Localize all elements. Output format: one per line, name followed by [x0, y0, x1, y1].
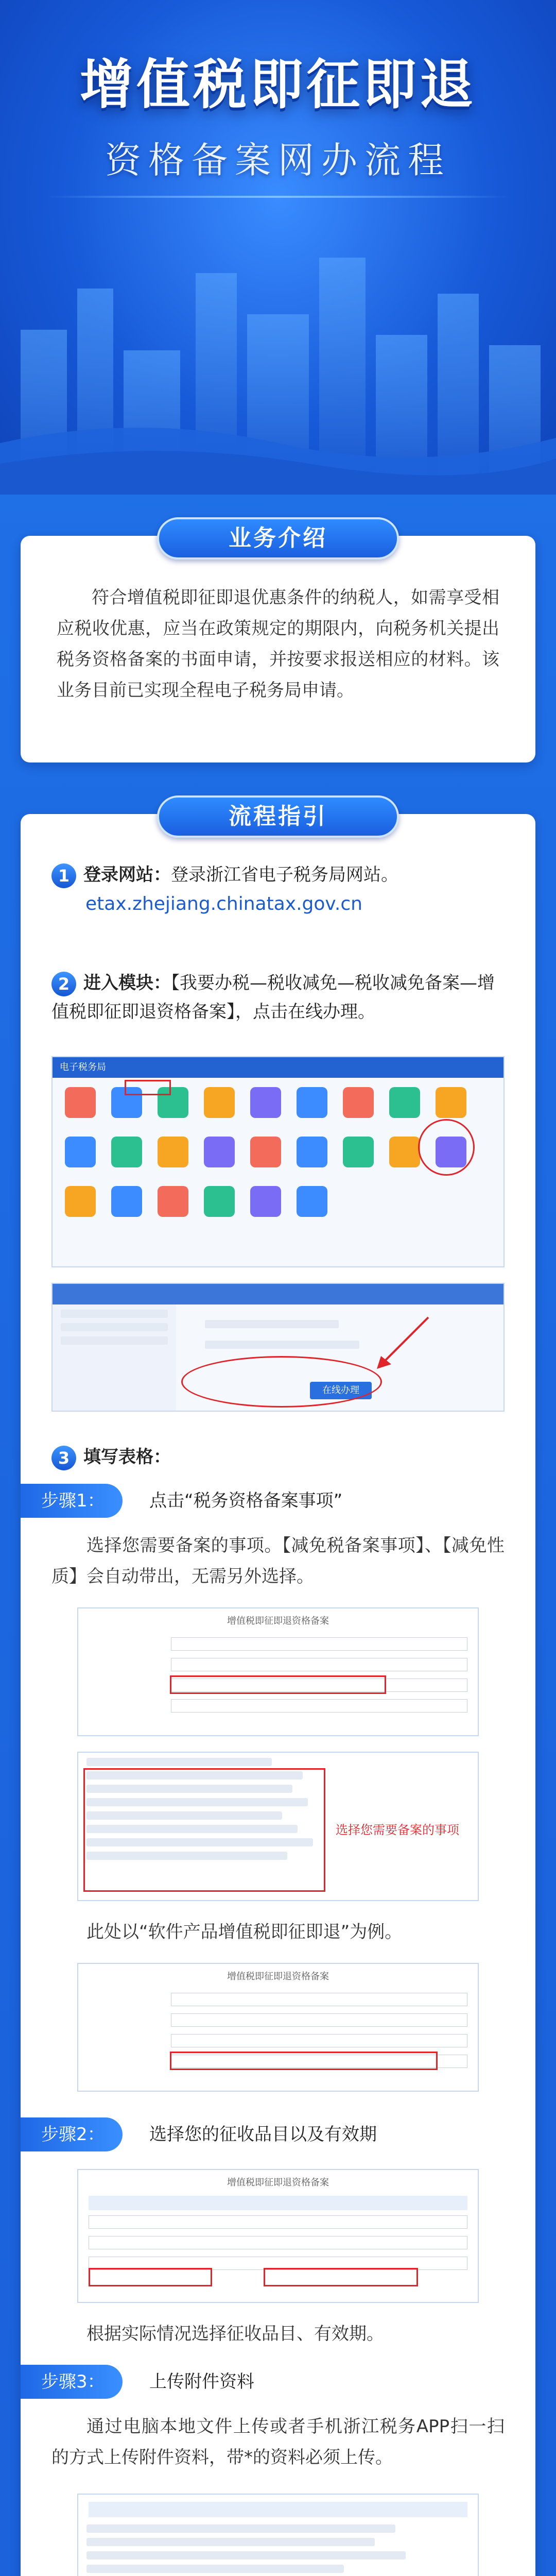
step-1-number: 1 [51, 863, 76, 888]
substep-3-desc: 通过电脑本地文件上传或者手机浙江税务APP扫一扫的方式上传附件资料，带*的资料必须上传。 [51, 2416, 505, 2468]
step-1-text: 登录浙江省电子税务局网站。 [171, 865, 398, 885]
step-2 [51, 969, 505, 1026]
step-3-label: 填写表格： [83, 1447, 171, 1467]
submenu-screenshot [51, 1283, 505, 1412]
substep-3-text: 上传附件资料 [149, 2371, 254, 2392]
example-note: 此处以“软件产品增值税即征即退”为例。 [86, 1922, 403, 1942]
highlight-menu [125, 1080, 171, 1095]
highlight-filing-field [170, 1675, 386, 1694]
highlight-item-field [89, 2268, 212, 2286]
hero-banner [0, 0, 556, 495]
form-1-title: 增值税即征即退资格备案 [227, 1616, 329, 1626]
substep-1-badge: 步骤1： [21, 1484, 123, 1518]
highlight-option-list [83, 1768, 325, 1892]
dropdown-screenshot [77, 1752, 479, 1901]
form-screenshot-2: 增值税即征即退资格备案 [77, 1963, 479, 2092]
items-screenshot: 增值税即征即退资格备案 [77, 2169, 479, 2303]
highlight-note: 选择您需要备案的事项 [336, 1823, 459, 1837]
highlight-selected-item [170, 2052, 438, 2070]
step-1-label: 登录网站： [83, 865, 171, 885]
substep-2-desc: 根据实际情况选择征收品目、有效期。 [86, 2324, 384, 2344]
portal-header: 电子税务局 [53, 1057, 503, 1078]
hero-subtitle: 资格备案网办流程 [105, 139, 451, 181]
hero-divider [46, 196, 510, 198]
highlight-validity-field [264, 2268, 418, 2286]
red-arrow-icon [372, 1315, 433, 1371]
step-3-number: 3 [51, 1446, 76, 1470]
substep-2-text: 选择您的征收品目以及有效期 [149, 2124, 377, 2145]
intro-heading: 业务介绍 [157, 517, 399, 560]
intro-text: 符合增值税即征即退优惠条件的纳税人，如需享受相应税收优惠，应当在政策规定的期限内，向税务机关提出税务资格备案的书面申请，并按要求报送相应的材料。该业务目前已实现全程电子税务局申请。 [57, 587, 499, 701]
step-2-text: 【我要办税—税收减免—税收减免备案—增值税即征即退资格备案】，点击在线办理。 [51, 973, 495, 1022]
highlight-filing-item [181, 1356, 382, 1408]
hero-title: 增值税即征即退 [79, 53, 476, 116]
step-2-number: 2 [51, 972, 76, 996]
process-heading: 流程指引 [157, 795, 399, 838]
step-1 [51, 860, 505, 914]
online-handle-button[interactable]: 在线办理 [310, 1382, 372, 1399]
portal-screenshot [51, 1056, 505, 1267]
process-card [21, 803, 535, 2576]
substep-2-badge: 步骤2： [21, 2117, 123, 2151]
highlight-tax-relief [418, 1119, 475, 1176]
substep-1-desc: 选择您需要备案的事项。【减免税备案事项】、【减免性质】会自动带出，无需另外选择。 [51, 1535, 505, 1587]
substep-1-text: 点击“税务资格备案事项” [149, 1490, 343, 1511]
city-skyline-illustration [0, 227, 556, 495]
step-2-label: 进入模块： [83, 973, 171, 993]
upload-screenshot [77, 2494, 479, 2576]
form-screenshot-1 [77, 1607, 479, 1736]
etax-url-link[interactable]: etax.zhejiang.chinatax.gov.cn [85, 893, 362, 914]
step-3 [51, 1443, 505, 1471]
intro-card [21, 525, 535, 762]
substep-3-badge: 步骤3： [21, 2365, 123, 2399]
